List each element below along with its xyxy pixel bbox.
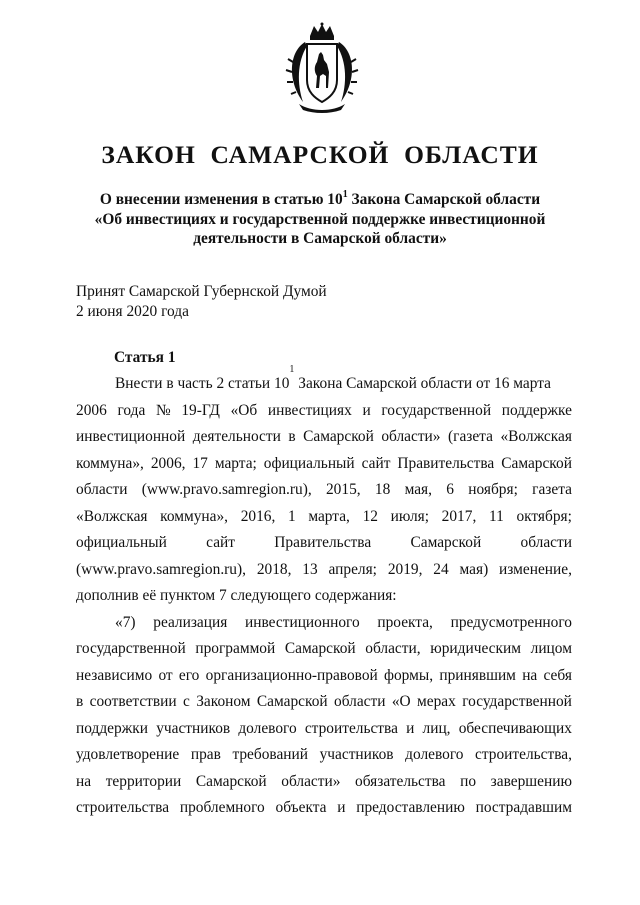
- word: №: [155, 401, 171, 419]
- adoption-date: 2 июня 2020 года: [76, 302, 189, 320]
- word: строительства: [76, 799, 170, 816]
- article-heading: Статья 1: [114, 349, 176, 366]
- word: «Волжская: [76, 507, 148, 525]
- word: области»: [381, 428, 441, 445]
- word: Самарской: [195, 772, 267, 790]
- word: долевого: [405, 746, 464, 763]
- text-line: [76, 451, 572, 478]
- word: обеспечивающих: [458, 719, 572, 737]
- word: реализация: [153, 613, 228, 631]
- law-title: ЗАКОН САМАРСКОЙ ОБЛАСТИ: [101, 140, 539, 169]
- word: предоставлению: [356, 799, 465, 816]
- word: территории: [105, 772, 182, 790]
- word: Самарской: [410, 534, 482, 551]
- word: строительства: [304, 719, 398, 737]
- word: обязательства: [355, 772, 446, 790]
- text-line: [76, 398, 572, 425]
- word: объекта: [275, 799, 327, 816]
- word: официальный: [76, 534, 167, 551]
- word: марта;: [214, 454, 257, 472]
- adopted-by: Принят Самарской Губернской Думой: [76, 283, 327, 300]
- text-line: [76, 610, 572, 637]
- word: и: [337, 799, 346, 816]
- word: 6: [446, 481, 454, 498]
- word: и: [406, 719, 415, 737]
- word: 2015,: [325, 481, 361, 498]
- word: апреля;: [328, 560, 377, 578]
- word: лицом: [530, 640, 572, 657]
- word: Самарской: [284, 640, 356, 657]
- text-line: [76, 689, 572, 716]
- word: 11: [488, 507, 504, 525]
- text-line: [76, 504, 572, 531]
- text-line: [76, 795, 572, 822]
- word: «7): [115, 613, 136, 631]
- word: проблемного: [179, 799, 265, 816]
- word: Самарской: [501, 454, 572, 472]
- word: 18: [374, 481, 391, 498]
- word: поддержки: [76, 719, 149, 737]
- word: участников: [319, 746, 394, 763]
- word: 1: [287, 507, 296, 525]
- word: сайт: [361, 454, 391, 472]
- word: 2006,: [150, 454, 186, 472]
- word: соответствии: [89, 693, 177, 710]
- word: строительства,: [475, 746, 572, 763]
- text-line: [76, 636, 572, 663]
- word: инвестиционного: [245, 613, 360, 631]
- word: государственной: [381, 401, 492, 419]
- word: коммуна»,: [160, 507, 229, 525]
- word: Законом: [196, 693, 251, 710]
- law-subject: [60, 190, 580, 249]
- word: марта,: [308, 507, 350, 525]
- word: Правительства: [274, 534, 372, 551]
- word: области,: [365, 640, 421, 657]
- word: 24: [433, 560, 449, 578]
- word: себя: [543, 666, 572, 684]
- word: «О: [391, 693, 411, 710]
- text-line: [76, 769, 572, 796]
- word: инвестиционной: [76, 428, 186, 445]
- text-line: [76, 716, 572, 743]
- word: завершению: [490, 772, 572, 790]
- word: участников: [156, 719, 231, 737]
- word: программой: [195, 640, 276, 657]
- word: мая,: [404, 481, 432, 498]
- word: официальный: [263, 454, 355, 472]
- word: удовлетворение: [76, 746, 180, 763]
- text-line: [76, 663, 572, 690]
- word: принявшим: [439, 666, 516, 684]
- paragraph-1: [76, 398, 572, 610]
- word: (www.pravo.samregion.ru),: [76, 560, 246, 578]
- text-line: [76, 530, 572, 557]
- article-body: [76, 364, 572, 822]
- subject-line: «Об инвестициях и государственной поддержке инвестиционной: [94, 210, 546, 228]
- word: мая): [459, 560, 489, 578]
- word: области: [76, 481, 128, 498]
- word: Самарской: [256, 693, 328, 710]
- word: юридическим: [430, 640, 521, 657]
- word: 12: [362, 507, 378, 525]
- word: требований: [232, 746, 309, 763]
- word: на: [522, 666, 538, 684]
- text-line: [76, 742, 572, 769]
- word: 2006: [76, 401, 107, 419]
- word: пострадавшим: [475, 799, 572, 816]
- adoption-info: [76, 282, 327, 321]
- word: поддержке: [501, 401, 572, 419]
- word: деятельности: [192, 428, 281, 445]
- word: коммуна»,: [76, 454, 144, 472]
- text-line: [76, 424, 572, 451]
- word: предусмотренного: [450, 613, 572, 631]
- word: прав: [190, 746, 221, 763]
- word: на: [76, 772, 92, 790]
- word: мерах: [417, 693, 456, 710]
- word: в: [76, 693, 84, 710]
- word: октября;: [516, 507, 572, 525]
- word: и: [362, 401, 371, 419]
- word: 2018,: [256, 560, 292, 578]
- text-line: [76, 477, 572, 504]
- word: долевого: [238, 719, 297, 737]
- text-line: [76, 557, 572, 584]
- paragraph-2: [76, 610, 572, 822]
- word: (газета: [448, 428, 493, 445]
- word: независимо: [76, 666, 153, 684]
- word: Правительства: [397, 454, 495, 472]
- word: «Волжская: [500, 428, 572, 445]
- word: 17: [192, 454, 208, 472]
- word: 19-ГД: [181, 401, 220, 419]
- word: лиц,: [422, 719, 451, 737]
- word: сайт: [206, 534, 235, 551]
- word: от: [158, 666, 173, 684]
- word: 2019,: [387, 560, 423, 578]
- text-line: [76, 583, 572, 610]
- word: газета: [532, 481, 572, 498]
- word: области: [520, 534, 572, 551]
- word: года: [117, 401, 146, 419]
- word: в: [288, 428, 296, 445]
- word: организационно-правовой: [205, 666, 378, 684]
- subject-line: О внесении изменения в статью $10^1$ Закона Самарской области: [99, 188, 541, 208]
- word: 13: [302, 560, 318, 578]
- word: с: [183, 693, 190, 710]
- word: июля;: [390, 507, 429, 525]
- word: проекта,: [377, 613, 433, 631]
- word: (www.pravo.samregion.ru),: [141, 481, 312, 498]
- word: инвестициях: [267, 401, 352, 419]
- word: государственной: [76, 640, 186, 657]
- word: по: [460, 772, 477, 790]
- word: его: [178, 666, 200, 684]
- word: дополнив её пунктом 7 следующего содержания:: [76, 587, 397, 604]
- word: области: [334, 693, 386, 710]
- word: Самарской: [303, 428, 374, 445]
- text-line: Внести в часть 2 статьи 10 $^1$ Закона Самарской области от 16 марта: [115, 364, 551, 392]
- word: 2016,: [240, 507, 276, 525]
- word: 2017,: [441, 507, 477, 525]
- coat-of-arms-icon: [283, 22, 361, 114]
- word: области»: [281, 772, 341, 790]
- word: изменение,: [499, 560, 572, 578]
- word: ноября;: [468, 481, 518, 498]
- word: государственной: [462, 693, 572, 710]
- word: «Об: [230, 401, 258, 419]
- subject-line: деятельности в Самарской области»: [193, 230, 447, 247]
- word: формы,: [384, 666, 434, 684]
